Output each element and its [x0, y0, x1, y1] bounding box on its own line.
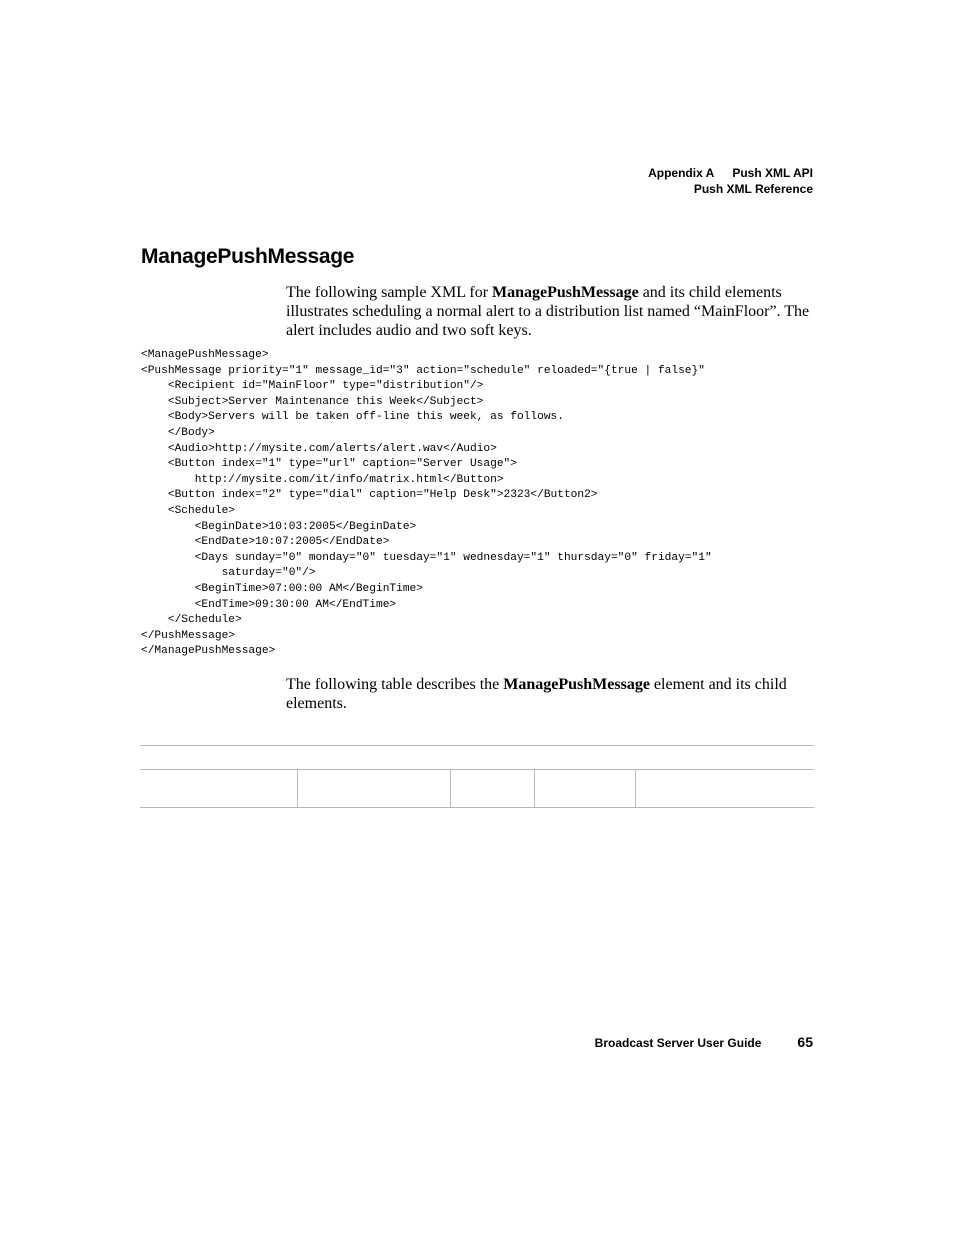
code-line: saturday="0"/>: [141, 567, 316, 580]
page-number: 65: [797, 1034, 813, 1050]
intro-text-before: The following sample XML for: [286, 284, 493, 301]
code-line: <PushMessage priority="1" message_id="3" action="schedule" reloaded="{true | false}": [141, 364, 705, 377]
code-line: <Days sunday="0" monday="0" tuesday="1" wednesday="1" thursday="0" friday="1": [141, 551, 712, 564]
code-line: <Schedule>: [141, 504, 235, 517]
table-header-row: [140, 746, 814, 770]
table-cell: [140, 770, 297, 808]
appendix-label: Appendix A: [648, 166, 715, 180]
chapter-title: Push XML API: [732, 166, 813, 180]
code-line: <BeginTime>07:00:00 AM</BeginTime>: [141, 582, 423, 595]
code-line: </Body>: [141, 426, 215, 439]
xml-code-sample: [141, 348, 712, 660]
guide-title: Broadcast Server User Guide: [594, 1036, 762, 1050]
table-header-cell: [534, 746, 635, 770]
table-intro-paragraph: [286, 675, 816, 713]
code-line: <Button index="1" type="url" caption="Server Usage">: [141, 458, 517, 471]
table-intro-text-before: The following table describes the: [286, 676, 504, 693]
code-line: <ManagePushMessage>: [141, 349, 269, 361]
table-cell: [297, 770, 450, 808]
table-intro-text-after: element and its child elements.: [286, 676, 787, 712]
code-line: </Schedule>: [141, 614, 242, 627]
chapter-line: [648, 165, 813, 181]
table-header-cell: [450, 746, 534, 770]
intro-bold-term: ManagePushMessage: [492, 284, 639, 301]
table-intro-bold-term: ManagePushMessage: [503, 676, 650, 693]
element-description-table: [140, 745, 814, 808]
code-line: <EndTime>09:30:00 AM</EndTime>: [141, 598, 397, 611]
table-row: [140, 770, 814, 808]
code-line: <Button index="2" type="dial" caption="Help Desk">2323</Button2>: [141, 489, 598, 502]
section-title: ManagePushMessage: [141, 245, 355, 268]
code-line: <Subject>Server Maintenance this Week</Subject>: [141, 395, 484, 408]
table-cell: [450, 770, 534, 808]
table-cell: [534, 770, 635, 808]
running-header: [648, 165, 813, 197]
code-line: <Audio>http://mysite.com/alerts/alert.wav</Audio>: [141, 442, 497, 455]
code-line: <Body>Servers will be taken off-line this week, as follows.: [141, 411, 564, 424]
code-line: <EndDate>10:07:2005</EndDate>: [141, 536, 390, 549]
intro-paragraph: [286, 283, 816, 340]
code-line: <BeginDate>10:03:2005</BeginDate>: [141, 520, 417, 533]
code-line: http://mysite.com/it/info/matrix.html</Button>: [141, 473, 504, 486]
table-cell: [635, 770, 814, 808]
code-line: <Recipient id="MainFloor" type="distribution"/>: [141, 380, 484, 393]
page-footer: [595, 1034, 813, 1050]
code-line: </PushMessage>: [141, 629, 235, 642]
table-header-cell: [635, 746, 814, 770]
code-line: </ManagePushMessage>: [141, 645, 276, 658]
section-label: Push XML Reference: [693, 182, 813, 196]
table-header-cell: [140, 746, 297, 770]
table-header-cell: [297, 746, 450, 770]
intro-text-after: and its child elements illustrates scheduling a normal alert to a distribution list named “MainFloor”. The alert includes audio and two soft keys.: [286, 284, 810, 339]
